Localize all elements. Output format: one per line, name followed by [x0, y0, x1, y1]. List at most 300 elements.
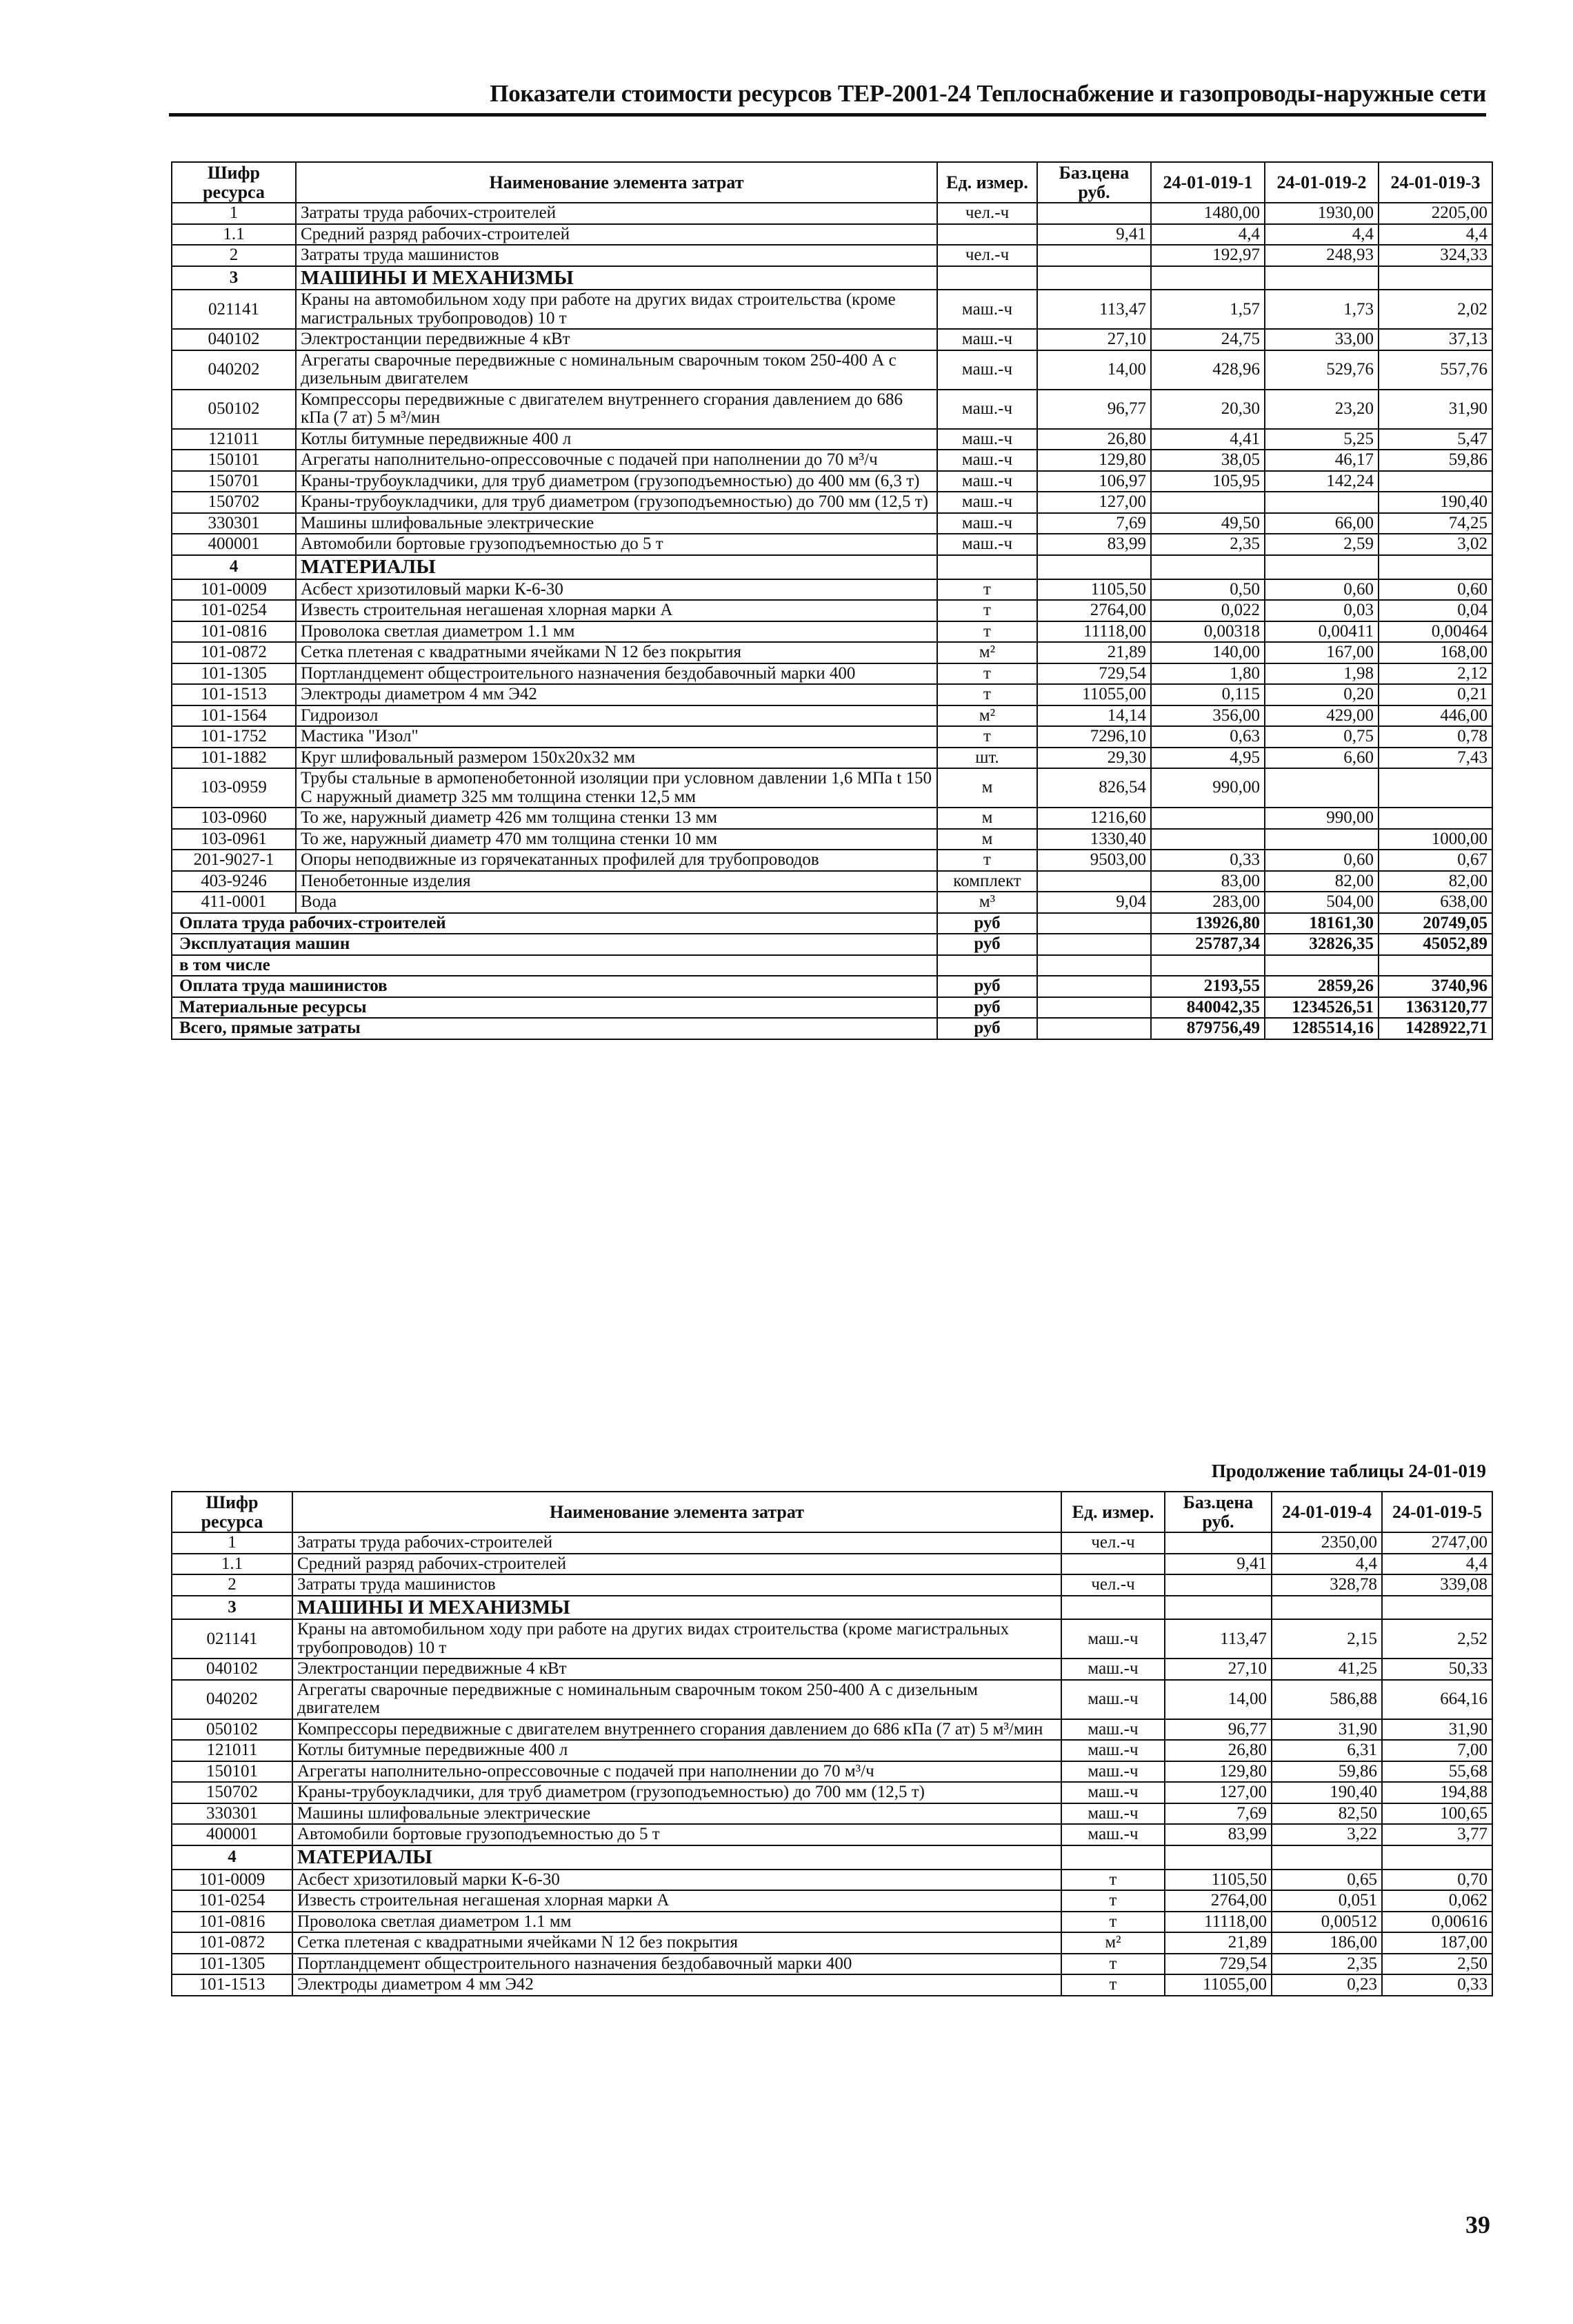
resource-code: 121011 [172, 1740, 292, 1761]
unit-cell: т [937, 579, 1037, 601]
table-row [172, 245, 1492, 266]
resource-name: Котлы битумные передвижные 400 л [296, 429, 937, 450]
norm-value-cell: 7,43 [1379, 748, 1492, 769]
resource-name: МАШИНЫ И МЕХАНИЗМЫ [292, 1596, 1061, 1620]
unit-cell: чел.-ч [937, 245, 1037, 266]
base-price-cell: 9,41 [1165, 1554, 1272, 1575]
norm-value-cell: 74,25 [1379, 513, 1492, 534]
resource-code: 400001 [172, 534, 296, 555]
unit-cell: маш.-ч [937, 429, 1037, 450]
resource-code: 101-0872 [172, 642, 296, 663]
norm-value-cell: 82,00 [1379, 871, 1492, 892]
norm-value-cell: 49,50 [1151, 513, 1265, 534]
resource-code: 1 [172, 1532, 292, 1554]
table-row [172, 513, 1492, 534]
table-row [172, 1782, 1492, 1803]
unit-cell: маш.-ч [937, 350, 1037, 390]
section-row [172, 1845, 1492, 1870]
norm-value-cell: 2,59 [1265, 534, 1379, 555]
norm-value-cell [1151, 266, 1265, 290]
table-row [172, 579, 1492, 601]
col-header-name: Наименование элемента затрат [292, 1492, 1061, 1532]
resource-name: Вода [296, 892, 937, 913]
norm-value-cell: 45052,89 [1379, 934, 1492, 955]
norm-value-cell: 0,00616 [1382, 1912, 1492, 1933]
norm-value-cell: 356,00 [1151, 705, 1265, 727]
norm-value-cell: 0,50 [1151, 579, 1265, 601]
norm-value-cell: 0,051 [1272, 1890, 1382, 1912]
table-row [172, 621, 1492, 643]
norm-value-cell: 446,00 [1379, 705, 1492, 727]
col-header-price: Баз.цена руб. [1165, 1492, 1272, 1532]
table-row [172, 1719, 1492, 1741]
unit-cell: шт. [937, 748, 1037, 769]
resource-code: 040202 [172, 350, 296, 390]
unit-cell: маш.-ч [1061, 1619, 1165, 1659]
resource-name: Компрессоры передвижные с двигателем внутреннего сгорания давлением до 686 кПа (7 ат) 5 м³/мин [296, 390, 937, 429]
table-header-row [172, 1492, 1492, 1532]
base-price-cell [1037, 955, 1151, 976]
unit-cell: маш.-ч [937, 290, 1037, 329]
norm-value-cell [1151, 808, 1265, 829]
resource-name: МАТЕРИАЛЫ [296, 555, 937, 579]
norm-value-cell: 283,00 [1151, 892, 1265, 913]
resource-code: 1.1 [172, 1554, 292, 1575]
unit-cell: руб [937, 913, 1037, 934]
norm-value-cell: 100,65 [1382, 1803, 1492, 1825]
summary-label: Оплата труда машинистов [172, 976, 937, 997]
table-row [172, 1574, 1492, 1596]
resource-name: Затраты труда машинистов [296, 245, 937, 266]
norm-value-cell [1379, 471, 1492, 492]
resource-code: 101-1752 [172, 726, 296, 748]
col-header-unit: Ед. измер. [937, 162, 1037, 203]
norm-value-cell: 13926,80 [1151, 913, 1265, 934]
unit-cell: комплект [937, 871, 1037, 892]
summary-label: Всего, прямые затраты [172, 1018, 937, 1039]
table-row [172, 534, 1492, 555]
resource-name: Известь строительная негашеная хлорная марки А [292, 1890, 1061, 1912]
norm-value-cell: 31,90 [1379, 390, 1492, 429]
unit-cell: руб [937, 997, 1037, 1019]
resource-code: 050102 [172, 1719, 292, 1741]
norm-value-cell: 2,15 [1272, 1619, 1382, 1659]
summary-row [172, 997, 1492, 1019]
unit-cell: т [937, 726, 1037, 748]
resource-name: Машины шлифовальные электрические [296, 513, 937, 534]
norm-value-cell [1379, 955, 1492, 976]
table-row [172, 1932, 1492, 1954]
norm-value-cell: 32826,35 [1265, 934, 1379, 955]
base-price-cell [1037, 997, 1151, 1019]
norm-value-cell [1265, 555, 1379, 579]
unit-cell: м [937, 768, 1037, 808]
norm-value-cell: 25787,34 [1151, 934, 1265, 955]
resource-name: Компрессоры передвижные с двигателем внутреннего сгорания давлением до 686 кПа (7 ат) 5 м³/мин [292, 1719, 1061, 1741]
resource-code: 150702 [172, 1782, 292, 1803]
norm-value-cell: 20749,05 [1379, 913, 1492, 934]
norm-value-cell: 1363120,77 [1379, 997, 1492, 1019]
norm-value-cell: 46,17 [1265, 450, 1379, 471]
norm-value-cell: 4,95 [1151, 748, 1265, 769]
resource-code: 040102 [172, 1659, 292, 1680]
resource-name: Опоры неподвижные из горячекатанных профилей для трубопроводов [296, 850, 937, 871]
unit-cell: руб [937, 934, 1037, 955]
unit-cell: чел.-ч [937, 203, 1037, 224]
base-price-cell: 129,80 [1165, 1761, 1272, 1783]
resource-name: Асбест хризотиловый марки К-6-30 [296, 579, 937, 601]
summary-label: Оплата труда рабочих-строителей [172, 913, 937, 934]
base-price-cell: 113,47 [1165, 1619, 1272, 1659]
table-row [172, 663, 1492, 685]
norm-value-cell: 1285514,16 [1265, 1018, 1379, 1039]
norm-value-cell: 194,88 [1382, 1782, 1492, 1803]
norm-value-cell: 59,86 [1379, 450, 1492, 471]
base-price-cell [1037, 203, 1151, 224]
base-price-cell: 7296,10 [1037, 726, 1151, 748]
unit-cell: т [937, 684, 1037, 705]
norm-value-cell: 990,00 [1265, 808, 1379, 829]
continuation-caption: Продолжение таблицы 24-01-019 [1211, 1461, 1486, 1481]
resource-name: Электроды диаметром 4 мм Э42 [292, 1974, 1061, 1996]
norm-value-cell: 3,77 [1382, 1824, 1492, 1845]
norm-value-cell: 187,00 [1382, 1932, 1492, 1954]
table-row [172, 492, 1492, 513]
norm-value-cell: 23,20 [1265, 390, 1379, 429]
resource-table-2 [171, 1491, 1493, 1996]
resource-name: То же, наружный диаметр 470 мм толщина стенки 10 мм [296, 829, 937, 850]
base-price-cell: 26,80 [1037, 429, 1151, 450]
base-price-cell [1165, 1532, 1272, 1554]
resource-name: Котлы битумные передвижные 400 л [292, 1740, 1061, 1761]
norm-value-cell [1265, 492, 1379, 513]
norm-value-cell: 41,25 [1272, 1659, 1382, 1680]
table-header-row [172, 162, 1492, 203]
base-price-cell [1165, 1845, 1272, 1870]
norm-value-cell: 0,03 [1265, 600, 1379, 621]
norm-value-cell: 37,13 [1379, 329, 1492, 350]
base-price-cell [1037, 934, 1151, 955]
norm-value-cell: 1480,00 [1151, 203, 1265, 224]
norm-value-cell: 190,40 [1272, 1782, 1382, 1803]
table-row [172, 1680, 1492, 1719]
table-row [172, 768, 1492, 808]
norm-value-cell: 1,57 [1151, 290, 1265, 329]
table-row [172, 1912, 1492, 1933]
norm-value-cell: 66,00 [1265, 513, 1379, 534]
unit-cell: маш.-ч [937, 492, 1037, 513]
resource-code: 101-0872 [172, 1932, 292, 1954]
resource-name: Сетка плетеная с квадратными ячейками N 12 без покрытия [296, 642, 937, 663]
norm-value-cell: 83,00 [1151, 871, 1265, 892]
col-header-24-01-019-3: 24-01-019-3 [1379, 162, 1492, 203]
norm-value-cell [1265, 768, 1379, 808]
norm-value-cell: 38,05 [1151, 450, 1265, 471]
summary-row [172, 913, 1492, 934]
norm-value-cell: 186,00 [1272, 1932, 1382, 1954]
norm-value-cell: 4,4 [1151, 224, 1265, 246]
base-price-cell: 9,04 [1037, 892, 1151, 913]
resource-name: Сетка плетеная с квадратными ячейками N 12 без покрытия [292, 1932, 1061, 1954]
col-header-24-01-019-4: 24-01-019-4 [1272, 1492, 1382, 1532]
base-price-cell: 27,10 [1165, 1659, 1272, 1680]
resource-table-1 [171, 161, 1493, 1040]
page-header: Показатели стоимости ресурсов ТЕР-2001-24 Теплоснабжение и газопроводы-наружные сети [490, 80, 1486, 107]
unit-cell: маш.-ч [1061, 1680, 1165, 1719]
col-header-unit: Ед. измер. [1061, 1492, 1165, 1532]
table-row [172, 871, 1492, 892]
col-header-24-01-019-2: 24-01-019-2 [1265, 162, 1379, 203]
norm-value-cell [1382, 1845, 1492, 1870]
table-row [172, 471, 1492, 492]
unit-cell: м² [937, 642, 1037, 663]
norm-value-cell: 140,00 [1151, 642, 1265, 663]
unit-cell: т [1061, 1974, 1165, 1996]
col-header-24-01-019-5: 24-01-019-5 [1382, 1492, 1492, 1532]
norm-value-cell: 2,52 [1382, 1619, 1492, 1659]
resource-code: 4 [172, 555, 296, 579]
resource-name: Краны-трубоукладчики, для труб диаметром (грузоподъемностью) до 700 мм (12,5 т) [296, 492, 937, 513]
resource-name: Агрегаты наполнительно-опрессовочные с подачей при наполнении до 70 м³/ч [296, 450, 937, 471]
resource-name: Пенобетонные изделия [296, 871, 937, 892]
table-row [172, 1954, 1492, 1975]
norm-value-cell: 2205,00 [1379, 203, 1492, 224]
summary-row [172, 976, 1492, 997]
unit-cell: руб [937, 1018, 1037, 1039]
norm-value-cell [1379, 808, 1492, 829]
unit-cell: т [937, 663, 1037, 685]
norm-value-cell [1379, 266, 1492, 290]
norm-value-cell: 0,70 [1382, 1870, 1492, 1891]
norm-value-cell: 4,41 [1151, 429, 1265, 450]
norm-value-cell: 59,86 [1272, 1761, 1382, 1783]
norm-value-cell: 31,90 [1272, 1719, 1382, 1741]
base-price-cell: 11118,00 [1037, 621, 1151, 643]
resource-name: Краны-трубоукладчики, для труб диаметром (грузоподъемностью) до 700 мм (12,5 т) [292, 1782, 1061, 1803]
resource-name: Краны на автомобильном ходу при работе на других видах строительства (кроме магистральных трубопроводов) 10 т [292, 1619, 1061, 1659]
norm-value-cell: 82,50 [1272, 1803, 1382, 1825]
resource-name: Электростанции передвижные 4 кВт [292, 1659, 1061, 1680]
norm-value-cell: 0,022 [1151, 600, 1265, 621]
norm-value-cell: 0,63 [1151, 726, 1265, 748]
norm-value-cell: 2,12 [1379, 663, 1492, 685]
base-price-cell: 106,97 [1037, 471, 1151, 492]
table-row [172, 808, 1492, 829]
unit-cell [937, 555, 1037, 579]
unit-cell: м [937, 829, 1037, 850]
unit-cell: т [1061, 1870, 1165, 1891]
norm-value-cell: 142,24 [1265, 471, 1379, 492]
unit-cell [1061, 1596, 1165, 1620]
norm-value-cell: 24,75 [1151, 329, 1265, 350]
table-row [172, 350, 1492, 390]
resource-name: Электростанции передвижные 4 кВт [296, 329, 937, 350]
norm-value-cell: 1,98 [1265, 663, 1379, 685]
norm-value-cell [1379, 768, 1492, 808]
norm-value-cell: 55,68 [1382, 1761, 1492, 1783]
norm-value-cell: 190,40 [1379, 492, 1492, 513]
unit-cell: маш.-ч [937, 329, 1037, 350]
base-price-cell: 11055,00 [1165, 1974, 1272, 1996]
norm-value-cell: 0,33 [1382, 1974, 1492, 1996]
norm-value-cell [1151, 829, 1265, 850]
table-row [172, 290, 1492, 329]
norm-value-cell: 2,50 [1382, 1954, 1492, 1975]
unit-cell: м² [1061, 1932, 1165, 1954]
resource-code: 1 [172, 203, 296, 224]
norm-value-cell: 0,20 [1265, 684, 1379, 705]
resource-code: 150702 [172, 492, 296, 513]
summary-label: в том числе [172, 955, 937, 976]
norm-value-cell: 0,60 [1265, 850, 1379, 871]
table-row [172, 429, 1492, 450]
resource-name: Асбест хризотиловый марки К-6-30 [292, 1870, 1061, 1891]
unit-cell: т [937, 850, 1037, 871]
norm-value-cell: 2,02 [1379, 290, 1492, 329]
resource-name: Проволока светлая диаметром 1.1 мм [292, 1912, 1061, 1933]
base-price-cell [1037, 976, 1151, 997]
norm-value-cell: 0,00512 [1272, 1912, 1382, 1933]
base-price-cell: 14,14 [1037, 705, 1151, 727]
base-price-cell: 1216,60 [1037, 808, 1151, 829]
base-price-cell: 96,77 [1037, 390, 1151, 429]
unit-cell [937, 955, 1037, 976]
unit-cell: м [937, 808, 1037, 829]
table-row [172, 1870, 1492, 1891]
base-price-cell: 7,69 [1037, 513, 1151, 534]
norm-value-cell: 0,00318 [1151, 621, 1265, 643]
base-price-cell: 113,47 [1037, 290, 1151, 329]
norm-value-cell: 429,00 [1265, 705, 1379, 727]
resource-name: Краны-трубоукладчики, для труб диаметром (грузоподъемностью) до 400 мм (6,3 т) [296, 471, 937, 492]
resource-code: 021141 [172, 290, 296, 329]
resource-code: 101-0009 [172, 1870, 292, 1891]
unit-cell: маш.-ч [937, 513, 1037, 534]
base-price-cell: 11118,00 [1165, 1912, 1272, 1933]
norm-value-cell: 5,47 [1379, 429, 1492, 450]
norm-value-cell [1151, 555, 1265, 579]
norm-value-cell: 0,21 [1379, 684, 1492, 705]
norm-value-cell [1151, 955, 1265, 976]
resource-code: 121011 [172, 429, 296, 450]
summary-row [172, 1018, 1492, 1039]
unit-cell: т [937, 600, 1037, 621]
resource-code: 330301 [172, 1803, 292, 1825]
base-price-cell: 826,54 [1037, 768, 1151, 808]
norm-value-cell: 0,062 [1382, 1890, 1492, 1912]
table-row [172, 224, 1492, 246]
norm-value-cell: 879756,49 [1151, 1018, 1265, 1039]
base-price-cell: 2764,00 [1165, 1890, 1272, 1912]
resource-name: Известь строительная негашеная хлорная марки А [296, 600, 937, 621]
resource-code: 2 [172, 245, 296, 266]
norm-value-cell: 0,75 [1265, 726, 1379, 748]
resource-name: МАШИНЫ И МЕХАНИЗМЫ [296, 266, 937, 290]
resource-name: Гидроизол [296, 705, 937, 727]
col-header-code: Шифр ресурса [172, 162, 296, 203]
resource-code: 101-0816 [172, 1912, 292, 1933]
resource-name: Агрегаты сварочные передвижные с номинальным сварочным током 250-400 А с дизельным двигателем [292, 1680, 1061, 1719]
base-price-cell: 127,00 [1165, 1782, 1272, 1803]
resource-name: Агрегаты сварочные передвижные с номинальным сварочным током 250-400 А с дизельным двигателем [296, 350, 937, 390]
unit-cell: маш.-ч [1061, 1659, 1165, 1680]
table-row [172, 850, 1492, 871]
norm-value-cell: 0,60 [1379, 579, 1492, 601]
resource-code: 150701 [172, 471, 296, 492]
table-row [172, 726, 1492, 748]
base-price-cell [1165, 1596, 1272, 1620]
summary-label: Эксплуатация машин [172, 934, 937, 955]
resource-name: Затраты труда рабочих-строителей [296, 203, 937, 224]
table-row [172, 1803, 1492, 1825]
base-price-cell: 2764,00 [1037, 600, 1151, 621]
unit-cell: т [1061, 1890, 1165, 1912]
norm-value-cell: 33,00 [1265, 329, 1379, 350]
table-row [172, 1659, 1492, 1680]
norm-value-cell: 2,35 [1272, 1954, 1382, 1975]
resource-name: Электроды диаметром 4 мм Э42 [296, 684, 937, 705]
base-price-cell: 11055,00 [1037, 684, 1151, 705]
resource-name: Затраты труда рабочих-строителей [292, 1532, 1061, 1554]
table-row [172, 1890, 1492, 1912]
norm-value-cell: 0,33 [1151, 850, 1265, 871]
table-row [172, 1740, 1492, 1761]
norm-value-cell: 0,00464 [1379, 621, 1492, 643]
unit-cell: т [937, 621, 1037, 643]
col-header-code: Шифр ресурса [172, 1492, 292, 1532]
norm-value-cell: 248,93 [1265, 245, 1379, 266]
unit-cell: т [1061, 1912, 1165, 1933]
col-header-price: Баз.цена руб. [1037, 162, 1151, 203]
table-row [172, 684, 1492, 705]
resource-code: 330301 [172, 513, 296, 534]
norm-value-cell: 2,35 [1151, 534, 1265, 555]
resource-code: 1.1 [172, 224, 296, 246]
table-row [172, 390, 1492, 429]
norm-value-cell: 3,22 [1272, 1824, 1382, 1845]
norm-value-cell: 82,00 [1265, 871, 1379, 892]
base-price-cell: 9,41 [1037, 224, 1151, 246]
norm-value-cell: 529,76 [1265, 350, 1379, 390]
norm-value-cell: 105,95 [1151, 471, 1265, 492]
table-row [172, 450, 1492, 471]
norm-value-cell: 0,00411 [1265, 621, 1379, 643]
norm-value-cell: 328,78 [1272, 1574, 1382, 1596]
resource-name: Краны на автомобильном ходу при работе на других видах строительства (кроме магистральных трубопроводов) 10 т [296, 290, 937, 329]
unit-cell: маш.-ч [1061, 1803, 1165, 1825]
resource-code: 2 [172, 1574, 292, 1596]
unit-cell: маш.-ч [937, 450, 1037, 471]
unit-cell [1061, 1845, 1165, 1870]
norm-value-cell: 167,00 [1265, 642, 1379, 663]
resource-name: Проволока светлая диаметром 1.1 мм [296, 621, 937, 643]
col-header-name: Наименование элемента затрат [296, 162, 937, 203]
resource-code: 101-1305 [172, 1954, 292, 1975]
base-price-cell: 9503,00 [1037, 850, 1151, 871]
base-price-cell [1165, 1574, 1272, 1596]
norm-value-cell: 31,90 [1382, 1719, 1492, 1741]
norm-value-cell [1265, 955, 1379, 976]
norm-value-cell: 557,76 [1379, 350, 1492, 390]
unit-cell: маш.-ч [937, 471, 1037, 492]
norm-value-cell: 990,00 [1151, 768, 1265, 808]
norm-value-cell: 664,16 [1382, 1680, 1492, 1719]
resource-name: Автомобили бортовые грузоподъемностью до 5 т [296, 534, 937, 555]
base-price-cell: 129,80 [1037, 450, 1151, 471]
norm-value-cell [1265, 266, 1379, 290]
resource-code: 400001 [172, 1824, 292, 1845]
resource-name: Машины шлифовальные электрические [292, 1803, 1061, 1825]
